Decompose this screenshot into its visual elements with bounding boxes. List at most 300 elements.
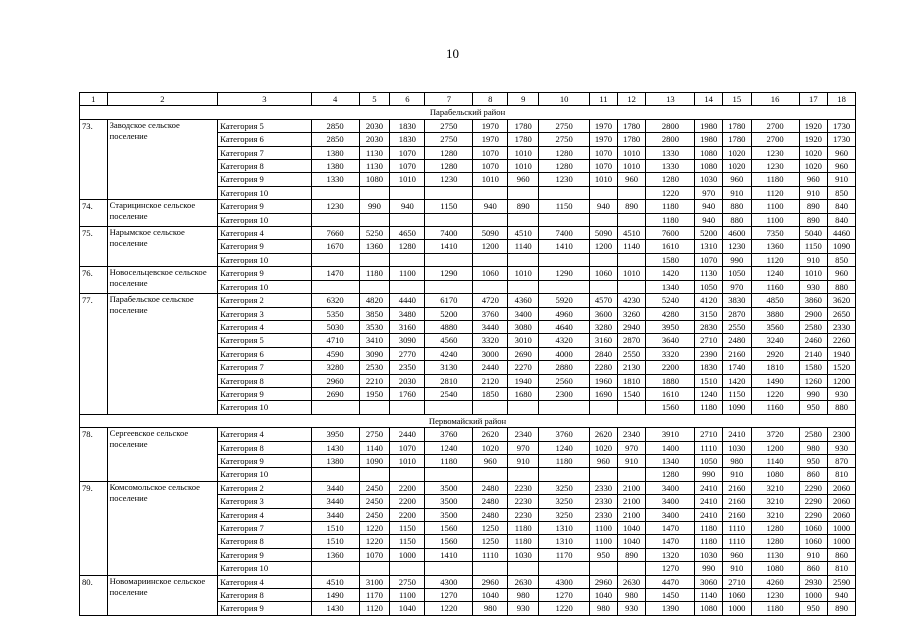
value-cell: 2810 xyxy=(425,374,473,387)
value-cell: 4240 xyxy=(425,347,473,360)
value-cell: 3210 xyxy=(751,495,799,508)
value-cell: 2870 xyxy=(722,307,751,320)
table-row xyxy=(80,428,856,441)
category-label: Категория 10 xyxy=(218,468,312,481)
value-cell: 1920 xyxy=(799,119,828,132)
value-cell: 3000 xyxy=(473,347,508,360)
value-cell: 910 xyxy=(799,186,828,199)
column-header: 8 xyxy=(473,93,508,106)
value-cell: 1510 xyxy=(311,535,359,548)
value-cell: 3440 xyxy=(311,508,359,521)
value-cell: 5350 xyxy=(311,307,359,320)
value-cell: 1110 xyxy=(722,522,751,535)
category-label: Категория 7 xyxy=(218,361,312,374)
value-cell: 2650 xyxy=(828,307,856,320)
value-cell: 1420 xyxy=(722,374,751,387)
value-cell xyxy=(311,186,359,199)
value-cell: 1060 xyxy=(799,535,828,548)
value-cell: 1060 xyxy=(722,589,751,602)
value-cell: 950 xyxy=(799,454,828,467)
value-cell: 1150 xyxy=(539,200,590,213)
settlement-number: 73. xyxy=(80,119,108,199)
value-cell: 960 xyxy=(617,173,646,186)
value-cell: 2030 xyxy=(359,133,390,146)
value-cell xyxy=(359,401,390,414)
value-cell: 4640 xyxy=(539,320,590,333)
value-cell: 2560 xyxy=(539,374,590,387)
column-header: 16 xyxy=(751,93,799,106)
value-cell: 1610 xyxy=(646,240,695,253)
value-cell: 1070 xyxy=(390,160,425,173)
value-cell: 1940 xyxy=(828,347,856,360)
value-cell: 3130 xyxy=(425,361,473,374)
value-cell: 1070 xyxy=(590,160,618,173)
value-cell xyxy=(539,253,590,266)
value-cell: 1220 xyxy=(646,186,695,199)
category-label: Категория 9 xyxy=(218,548,312,561)
value-cell: 3090 xyxy=(390,334,425,347)
value-cell: 3100 xyxy=(359,575,390,588)
value-cell: 1580 xyxy=(646,253,695,266)
value-cell: 2480 xyxy=(722,334,751,347)
value-cell: 940 xyxy=(590,200,618,213)
value-cell xyxy=(508,280,539,293)
value-cell xyxy=(390,213,425,226)
value-cell: 3720 xyxy=(751,428,799,441)
value-cell: 2770 xyxy=(390,347,425,360)
value-cell: 990 xyxy=(695,562,723,575)
value-cell: 1490 xyxy=(751,374,799,387)
value-cell: 980 xyxy=(799,441,828,454)
value-cell: 2700 xyxy=(751,133,799,146)
value-cell xyxy=(473,468,508,481)
value-cell: 1310 xyxy=(539,522,590,535)
value-cell: 1200 xyxy=(828,374,856,387)
value-cell: 3160 xyxy=(390,320,425,333)
value-cell: 1130 xyxy=(359,146,390,159)
value-cell: 1270 xyxy=(539,589,590,602)
value-cell: 1270 xyxy=(646,562,695,575)
category-label: Категория 8 xyxy=(218,160,312,173)
value-cell: 910 xyxy=(722,562,751,575)
value-cell: 990 xyxy=(799,387,828,400)
value-cell xyxy=(539,280,590,293)
category-label: Категория 3 xyxy=(218,495,312,508)
value-cell: 1970 xyxy=(473,119,508,132)
district-title: Первомайский район xyxy=(80,414,856,427)
value-cell: 1380 xyxy=(311,454,359,467)
value-cell: 3620 xyxy=(828,294,856,307)
settlement-number: 80. xyxy=(80,575,108,615)
value-cell: 2750 xyxy=(425,119,473,132)
value-cell: 2450 xyxy=(359,481,390,494)
page-number: 10 xyxy=(446,46,459,61)
category-label: Категория 3 xyxy=(218,307,312,320)
category-label: Категория 10 xyxy=(218,213,312,226)
settlement-number: 75. xyxy=(80,227,108,267)
value-cell: 3210 xyxy=(751,508,799,521)
value-cell: 4850 xyxy=(751,294,799,307)
value-cell xyxy=(617,186,646,199)
value-cell: 2930 xyxy=(799,575,828,588)
value-cell: 1040 xyxy=(617,522,646,535)
value-cell: 1280 xyxy=(646,468,695,481)
value-cell: 2460 xyxy=(799,334,828,347)
value-cell: 2030 xyxy=(390,374,425,387)
value-cell: 1220 xyxy=(539,602,590,615)
value-cell: 2590 xyxy=(828,575,856,588)
value-cell: 1280 xyxy=(425,146,473,159)
value-cell: 1100 xyxy=(590,535,618,548)
value-cell: 1540 xyxy=(617,387,646,400)
value-cell: 1510 xyxy=(311,522,359,535)
value-cell: 2200 xyxy=(390,481,425,494)
column-header: 3 xyxy=(218,93,312,106)
value-cell: 1000 xyxy=(828,522,856,535)
value-cell: 960 xyxy=(828,146,856,159)
value-cell: 2230 xyxy=(508,495,539,508)
value-cell: 1520 xyxy=(828,361,856,374)
value-cell xyxy=(425,468,473,481)
value-cell: 2830 xyxy=(695,320,723,333)
value-cell: 2290 xyxy=(799,495,828,508)
value-cell: 960 xyxy=(722,548,751,561)
value-cell: 980 xyxy=(590,602,618,615)
value-cell: 1170 xyxy=(359,589,390,602)
value-cell: 3500 xyxy=(425,481,473,494)
district-row xyxy=(80,414,856,427)
value-cell: 4820 xyxy=(359,294,390,307)
value-cell: 1200 xyxy=(590,240,618,253)
value-cell: 1150 xyxy=(722,387,751,400)
column-header: 11 xyxy=(590,93,618,106)
value-cell: 840 xyxy=(828,213,856,226)
value-cell: 1950 xyxy=(359,387,390,400)
value-cell: 1030 xyxy=(508,548,539,561)
value-cell: 2920 xyxy=(751,347,799,360)
value-cell: 3210 xyxy=(751,481,799,494)
value-cell xyxy=(390,468,425,481)
value-cell: 1580 xyxy=(799,361,828,374)
value-cell: 4600 xyxy=(722,227,751,240)
value-cell: 2290 xyxy=(799,508,828,521)
value-cell: 1610 xyxy=(646,387,695,400)
value-cell: 2410 xyxy=(695,508,723,521)
value-cell xyxy=(390,186,425,199)
value-cell: 3440 xyxy=(311,481,359,494)
value-cell: 1140 xyxy=(751,454,799,467)
value-cell: 3760 xyxy=(473,307,508,320)
value-cell: 2060 xyxy=(828,481,856,494)
value-cell: 2130 xyxy=(617,361,646,374)
column-header: 7 xyxy=(425,93,473,106)
value-cell: 4710 xyxy=(311,334,359,347)
column-header: 15 xyxy=(722,93,751,106)
value-cell: 910 xyxy=(799,548,828,561)
value-cell: 1160 xyxy=(751,280,799,293)
value-cell: 810 xyxy=(828,468,856,481)
value-cell xyxy=(473,253,508,266)
value-cell xyxy=(539,213,590,226)
value-cell: 2390 xyxy=(695,347,723,360)
value-cell: 1560 xyxy=(425,522,473,535)
value-cell: 860 xyxy=(799,562,828,575)
value-cell: 2750 xyxy=(539,133,590,146)
value-cell: 1230 xyxy=(311,200,359,213)
value-cell: 4300 xyxy=(425,575,473,588)
value-cell: 1110 xyxy=(695,441,723,454)
category-label: Категория 10 xyxy=(218,253,312,266)
value-cell: 1780 xyxy=(722,119,751,132)
value-cell: 890 xyxy=(799,200,828,213)
settlement-number: 79. xyxy=(80,481,108,575)
value-cell: 1040 xyxy=(617,535,646,548)
value-cell: 1360 xyxy=(311,548,359,561)
column-header: 1 xyxy=(80,93,108,106)
value-cell: 2480 xyxy=(473,481,508,494)
value-cell: 1070 xyxy=(390,146,425,159)
value-cell: 2410 xyxy=(722,428,751,441)
value-cell: 1130 xyxy=(359,160,390,173)
value-cell: 2960 xyxy=(590,575,618,588)
value-cell xyxy=(617,280,646,293)
value-cell: 3530 xyxy=(359,320,390,333)
value-cell xyxy=(508,213,539,226)
value-cell: 2700 xyxy=(751,119,799,132)
category-label: Категория 6 xyxy=(218,347,312,360)
value-cell: 1070 xyxy=(473,160,508,173)
value-cell: 1760 xyxy=(390,387,425,400)
value-cell xyxy=(617,213,646,226)
value-cell: 960 xyxy=(473,454,508,467)
value-cell: 1080 xyxy=(695,146,723,159)
settlement-name: Комсомольское сельское поселение xyxy=(107,481,218,575)
value-cell: 4280 xyxy=(646,307,695,320)
value-cell: 940 xyxy=(828,589,856,602)
value-cell: 3400 xyxy=(646,495,695,508)
value-cell: 1090 xyxy=(828,240,856,253)
value-cell: 1450 xyxy=(646,589,695,602)
value-cell: 4510 xyxy=(617,227,646,240)
column-header: 9 xyxy=(508,93,539,106)
value-cell: 1180 xyxy=(751,173,799,186)
value-cell: 5200 xyxy=(425,307,473,320)
value-cell: 3500 xyxy=(425,495,473,508)
value-cell: 2410 xyxy=(695,481,723,494)
value-cell: 4120 xyxy=(695,294,723,307)
value-cell: 1180 xyxy=(646,200,695,213)
value-cell: 880 xyxy=(722,200,751,213)
value-cell xyxy=(590,562,618,575)
value-cell xyxy=(390,253,425,266)
value-cell: 930 xyxy=(828,441,856,454)
value-cell: 1010 xyxy=(508,267,539,280)
value-cell: 1180 xyxy=(508,535,539,548)
value-cell: 3600 xyxy=(590,307,618,320)
value-cell: 970 xyxy=(722,280,751,293)
table-row xyxy=(80,294,856,307)
value-cell xyxy=(590,280,618,293)
value-cell: 1050 xyxy=(722,267,751,280)
value-cell: 910 xyxy=(722,186,751,199)
value-cell xyxy=(359,562,390,575)
value-cell: 2100 xyxy=(617,495,646,508)
value-cell: 1410 xyxy=(425,548,473,561)
category-label: Категория 2 xyxy=(218,294,312,307)
value-cell: 3150 xyxy=(695,307,723,320)
value-cell: 1670 xyxy=(311,240,359,253)
value-cell: 3080 xyxy=(508,320,539,333)
value-cell: 2690 xyxy=(311,387,359,400)
value-cell: 1120 xyxy=(751,186,799,199)
category-label: Категория 8 xyxy=(218,589,312,602)
value-cell: 1070 xyxy=(359,548,390,561)
value-cell: 1330 xyxy=(646,146,695,159)
value-cell: 1240 xyxy=(695,387,723,400)
value-cell: 1010 xyxy=(390,173,425,186)
value-cell: 1380 xyxy=(311,146,359,159)
value-cell: 3160 xyxy=(590,334,618,347)
value-cell: 1360 xyxy=(359,240,390,253)
value-cell: 2120 xyxy=(473,374,508,387)
category-label: Категория 10 xyxy=(218,186,312,199)
value-cell: 1850 xyxy=(473,387,508,400)
value-cell: 960 xyxy=(508,173,539,186)
value-cell xyxy=(311,213,359,226)
value-cell: 970 xyxy=(617,441,646,454)
value-cell: 1200 xyxy=(473,240,508,253)
value-cell: 2450 xyxy=(359,495,390,508)
value-cell xyxy=(617,468,646,481)
value-cell: 2710 xyxy=(695,334,723,347)
settlement-name: Новосельцевское сельское поселение xyxy=(107,267,218,294)
value-cell xyxy=(508,468,539,481)
value-cell: 3280 xyxy=(590,320,618,333)
value-cell: 1420 xyxy=(646,267,695,280)
value-cell: 990 xyxy=(359,200,390,213)
category-label: Категория 5 xyxy=(218,119,312,132)
value-cell: 1560 xyxy=(646,401,695,414)
value-cell: 1290 xyxy=(425,267,473,280)
value-cell: 3320 xyxy=(473,334,508,347)
value-cell: 3480 xyxy=(390,307,425,320)
value-cell: 1030 xyxy=(695,173,723,186)
value-cell: 1240 xyxy=(539,441,590,454)
value-cell: 1070 xyxy=(695,253,723,266)
category-label: Категория 4 xyxy=(218,575,312,588)
column-header: 10 xyxy=(539,93,590,106)
value-cell: 2900 xyxy=(799,307,828,320)
value-cell: 2450 xyxy=(359,508,390,521)
value-cell: 3400 xyxy=(646,481,695,494)
value-cell: 1140 xyxy=(508,240,539,253)
value-cell: 1280 xyxy=(425,160,473,173)
settlement-number: 74. xyxy=(80,200,108,227)
value-cell: 2850 xyxy=(311,119,359,132)
value-cell: 3640 xyxy=(646,334,695,347)
value-cell: 1470 xyxy=(646,535,695,548)
value-cell: 2340 xyxy=(508,428,539,441)
settlement-name: Сергеевское сельское поселение xyxy=(107,428,218,482)
value-cell: 2230 xyxy=(508,481,539,494)
value-cell: 1780 xyxy=(617,133,646,146)
category-label: Категория 7 xyxy=(218,522,312,535)
value-cell: 2550 xyxy=(617,347,646,360)
value-cell: 940 xyxy=(695,200,723,213)
value-cell: 1980 xyxy=(695,133,723,146)
value-cell: 1380 xyxy=(311,160,359,173)
value-cell xyxy=(390,562,425,575)
value-cell: 1020 xyxy=(799,146,828,159)
value-cell: 4510 xyxy=(508,227,539,240)
tariff-table xyxy=(79,92,856,616)
value-cell: 1780 xyxy=(508,133,539,146)
value-cell: 1740 xyxy=(722,361,751,374)
value-cell: 1070 xyxy=(590,146,618,159)
value-cell: 1030 xyxy=(695,548,723,561)
value-cell: 1020 xyxy=(799,160,828,173)
value-cell: 1400 xyxy=(646,441,695,454)
value-cell: 1040 xyxy=(590,589,618,602)
value-cell: 3280 xyxy=(311,361,359,374)
value-cell: 5920 xyxy=(539,294,590,307)
value-cell: 4320 xyxy=(539,334,590,347)
value-cell: 1090 xyxy=(722,401,751,414)
value-cell: 960 xyxy=(722,173,751,186)
value-cell xyxy=(473,213,508,226)
value-cell xyxy=(590,468,618,481)
value-cell: 2300 xyxy=(828,428,856,441)
value-cell: 1220 xyxy=(359,522,390,535)
value-cell xyxy=(590,253,618,266)
settlement-name: Старицинское сельское поселение xyxy=(107,200,218,227)
category-label: Категория 8 xyxy=(218,535,312,548)
value-cell: 2330 xyxy=(590,495,618,508)
column-header: 6 xyxy=(390,93,425,106)
value-cell: 2140 xyxy=(799,347,828,360)
value-cell: 2330 xyxy=(828,320,856,333)
value-cell: 2350 xyxy=(390,361,425,374)
value-cell: 1080 xyxy=(751,562,799,575)
value-cell: 1080 xyxy=(695,602,723,615)
value-cell: 3760 xyxy=(425,428,473,441)
value-cell xyxy=(311,401,359,414)
table-row xyxy=(80,200,856,213)
value-cell: 890 xyxy=(508,200,539,213)
value-cell: 2710 xyxy=(695,428,723,441)
value-cell: 5240 xyxy=(646,294,695,307)
value-cell: 1010 xyxy=(508,160,539,173)
value-cell: 1470 xyxy=(646,522,695,535)
value-cell: 910 xyxy=(828,173,856,186)
value-cell: 3760 xyxy=(539,428,590,441)
value-cell: 4300 xyxy=(539,575,590,588)
value-cell: 2630 xyxy=(617,575,646,588)
table-row xyxy=(80,267,856,280)
value-cell: 4880 xyxy=(425,320,473,333)
value-cell: 1220 xyxy=(751,387,799,400)
value-cell: 4650 xyxy=(390,227,425,240)
value-cell: 910 xyxy=(508,454,539,467)
value-cell: 7400 xyxy=(539,227,590,240)
value-cell: 4560 xyxy=(425,334,473,347)
value-cell: 4440 xyxy=(390,294,425,307)
value-cell: 2710 xyxy=(722,575,751,588)
category-label: Категория 9 xyxy=(218,240,312,253)
value-cell: 1100 xyxy=(751,213,799,226)
value-cell: 3860 xyxy=(799,294,828,307)
value-cell: 1050 xyxy=(695,454,723,467)
